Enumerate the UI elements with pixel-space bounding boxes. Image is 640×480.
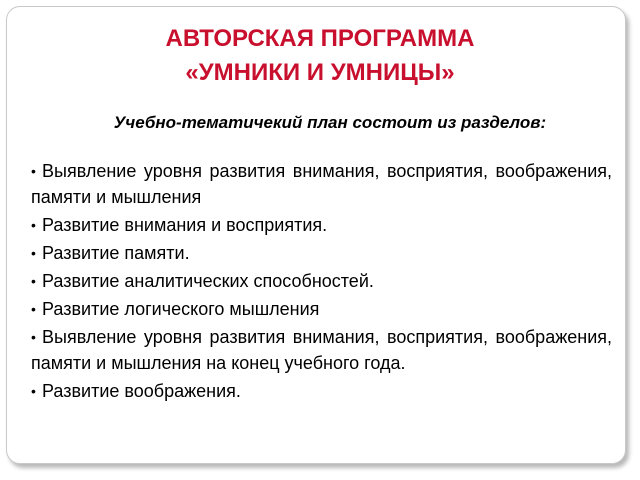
list-item-text: Выявление уровня развития внимания, восприятия, воображения, памяти и мышления xyxy=(31,161,612,207)
bullet-icon: • xyxy=(31,301,36,317)
bullet-icon: • xyxy=(31,273,36,289)
list-item xyxy=(31,324,612,376)
bullet-icon: • xyxy=(31,217,36,233)
bullet-icon: • xyxy=(31,329,36,345)
bullet-icon: • xyxy=(31,163,36,179)
slide-title xyxy=(0,22,640,90)
title-line-1: АВТОРСКАЯ ПРОГРАММА xyxy=(165,25,475,52)
list-item xyxy=(31,158,612,210)
list-item-text: Развитие логического мышления xyxy=(42,299,320,319)
title-line-2: «УМНИКИ И УМНИЦЫ» xyxy=(185,59,455,86)
list-item-text: Развитие воображения. xyxy=(42,381,241,401)
list-item xyxy=(31,296,612,322)
list-item-text: Развитие памяти. xyxy=(42,243,190,263)
list-item-text: Развитие внимания и восприятия. xyxy=(42,215,328,235)
subtitle: Учебно-тематичекий план состоит из разделов: xyxy=(113,113,547,132)
section-list xyxy=(31,158,612,406)
list-item xyxy=(31,240,612,266)
list-item xyxy=(31,268,612,294)
bullet-icon: • xyxy=(31,383,36,399)
list-item-text: Развитие аналитических способностей. xyxy=(42,271,374,291)
list-item xyxy=(31,378,612,404)
list-item xyxy=(31,212,612,238)
bullet-icon: • xyxy=(31,245,36,261)
list-item-text: Выявление уровня развития внимания, восприятия, воображения, памяти и мышления на конец учебного года. xyxy=(31,327,612,373)
